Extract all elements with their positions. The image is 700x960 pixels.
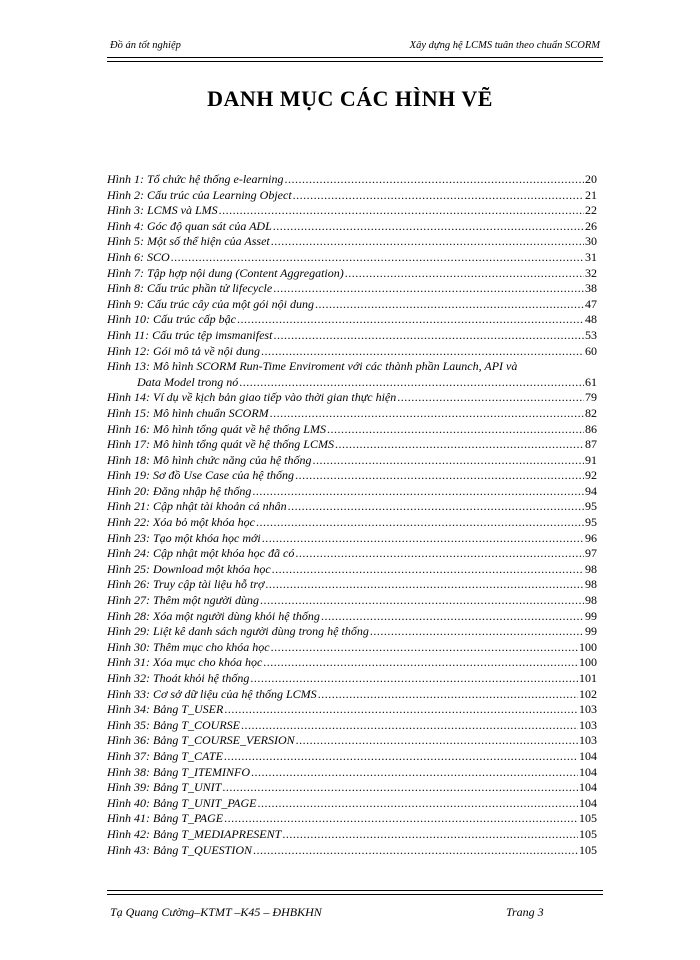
toc-entry-page: 98 [585,561,597,576]
dot-leader [240,718,578,734]
toc-entry-page: 104 [579,748,597,763]
toc-entry [107,344,597,360]
dot-leader [281,827,578,843]
toc-entry [107,780,597,796]
toc-entry-page: 104 [579,780,597,795]
toc-entry [107,687,597,703]
toc-entry [107,843,597,859]
dot-leader [295,733,578,749]
toc-entry [107,250,597,266]
toc-entry [107,281,597,297]
toc-entry [107,749,597,765]
toc-entry [107,609,597,625]
toc-entry [107,593,597,609]
toc-entry-page: 98 [585,593,597,608]
toc-entry [107,234,597,250]
toc-entry-page: 22 [585,203,597,218]
toc-entry [107,312,597,328]
figure-list [107,172,597,858]
toc-entry-label: Hình 7: Tập hợp nội dung (Content Aggregation) [107,265,344,280]
toc-entry-page: 99 [585,624,597,639]
toc-entry-label: Hình 13: Mô hình SCORM Run-Time Enviroment với các thành phần Launch, API và [107,359,518,374]
toc-entry-label: Hình 21: Cập nhật tài khoản cá nhân [107,499,287,514]
toc-entry-label: Hình 16: Mô hình tổng quát về hệ thống LMS [107,421,326,436]
dot-leader [314,297,584,313]
dot-leader [259,593,584,609]
toc-entry-page: 97 [585,546,597,561]
dot-leader [262,655,578,671]
toc-entry-label: Hình 5: Một số thể hiện của Asset [107,234,270,249]
toc-entry-label: Hình 8: Cấu trúc phần tử lifecycle [107,281,273,296]
toc-entry [107,531,597,547]
toc-entry-page: 86 [585,421,597,436]
toc-entry-label: Hình 18: Mô hình chức năng của hệ thống [107,452,312,467]
toc-entry [107,577,597,593]
footer-divider [107,890,603,895]
toc-entry [107,811,597,827]
toc-entry-label: Hình 34: Bảng T_USER [107,702,224,717]
footer-page-number: Trang 3 [506,905,544,919]
toc-entry-label: Hình 39: Bảng T_UNIT [107,780,222,795]
toc-entry-label: Hình 32: Thoát khỏi hệ thống [107,671,250,685]
toc-entry-label: Hình 31: Xóa mục cho khóa học [107,655,263,670]
toc-entry-continuation [107,375,597,391]
toc-entry-page: 104 [579,795,597,810]
toc-entry [107,453,597,469]
dot-leader [334,437,584,453]
toc-entry [107,546,597,562]
toc-entry [107,203,597,219]
toc-entry-label: Hình 25: Download một khóa học [107,561,271,576]
toc-entry-page: 100 [579,655,597,670]
toc-entry-label: Hình 42: Bảng T_MEDIAPRESENT [107,826,282,841]
page-header [110,40,600,56]
dot-leader [312,453,584,469]
toc-entry [107,702,597,718]
toc-entry [107,733,597,749]
toc-entry [107,266,597,282]
toc-entry-page: 60 [585,343,597,358]
toc-entry-label: Hình 35: Bảng T_COURSE [107,717,240,732]
dot-leader [249,671,578,687]
toc-entry-label: Hình 41: Bảng T_PAGE [107,811,224,826]
toc-entry [107,655,597,671]
dot-leader [223,749,578,765]
toc-entry-label: Hình 6: SCO [107,249,170,264]
toc-entry-page: 61 [585,374,597,389]
dot-leader [252,843,578,859]
dot-leader [218,203,584,219]
dot-leader [272,328,584,344]
dot-leader [223,702,578,718]
toc-entry [107,484,597,500]
dot-leader [270,640,578,656]
page-title: DANH MỤC CÁC HÌNH VẼ [207,86,493,111]
toc-entry [107,219,597,235]
toc-entry-page: 103 [579,702,597,717]
toc-entry-page: 48 [585,312,597,327]
toc-entry-page: 87 [585,437,597,452]
toc-entry [107,671,597,687]
toc-entry-page: 21 [585,187,597,202]
footer-author: Tạ Quang Cường–KTMT –K45 – ĐHBKHN [110,905,322,919]
dot-leader [221,780,578,796]
dot-leader [317,687,578,703]
toc-entry-page: 102 [579,686,597,701]
toc-entry-page: 103 [579,733,597,748]
toc-entry-page: 26 [585,218,597,233]
toc-entry-page: 103 [579,717,597,732]
toc-entry-label: Hình 29: Liệt kê danh sách người dùng trong hệ thống [107,624,369,639]
toc-entry-label: Hình 23: Tạo một khóa học mới [107,530,261,545]
toc-entry-page: 91 [585,452,597,467]
dot-leader [264,577,584,593]
toc-entry-label: Hình 26: Truy cập tài liệu hỗ trợ [107,577,265,592]
toc-entry-page: 105 [579,811,597,826]
toc-entry [107,468,597,484]
toc-entry [107,297,597,313]
dot-leader [369,624,584,640]
toc-entry-page: 100 [579,639,597,654]
toc-entry-label-continuation: Data Model trong nó [137,374,239,389]
toc-entry-label: Hình 10: Cấu trúc cấp bậc [107,312,236,327]
toc-entry-page: 30 [585,234,597,249]
toc-entry-page: 38 [585,281,597,296]
toc-entry-label: Hình 27: Thêm một người dùng [107,593,259,608]
toc-entry [107,718,597,734]
toc-entry-page: 53 [585,327,597,342]
header-left-text: Đồ án tốt nghiệp [110,40,181,51]
dot-leader [320,609,584,625]
toc-entry-page: 79 [585,390,597,405]
toc-entry [107,390,597,406]
dot-leader [223,811,578,827]
toc-entry [107,437,597,453]
toc-entry-label: Hình 11: Cấu trúc tệp imsmanifest [107,327,273,342]
dot-leader [294,468,584,484]
toc-entry-label: Hình 38: Bảng T_ITEMINFO [107,764,250,779]
toc-entry-page: 98 [585,577,597,592]
dot-leader [261,531,584,547]
toc-entry-page: 95 [585,499,597,514]
dot-leader [271,562,584,578]
toc-entry-page: 94 [585,483,597,498]
header-right-text: Xây dựng hệ LCMS tuân theo chuẩn SCORM [409,40,600,51]
toc-entry-label: Hình 28: Xóa một người dùng khỏi hệ thống [107,608,320,623]
toc-entry-label: Hình 30: Thêm mục cho khóa học [107,639,270,654]
dot-leader [250,765,578,781]
dot-leader [170,250,584,266]
toc-entry-label: Hình 22: Xóa bỏ một khóa học [107,515,255,530]
dot-leader [292,188,584,204]
dot-leader [396,390,584,406]
dot-leader [270,234,584,250]
toc-entry-label: Hình 1: Tổ chức hệ thống e-learning [107,172,284,186]
toc-entry-label: Hình 19: Sơ đồ Use Case của hệ thống [107,468,295,483]
toc-entry [107,827,597,843]
toc-entry [107,359,597,375]
toc-entry-label: Hình 12: Gói mô tả về nội dung [107,343,260,358]
toc-entry [107,499,597,515]
toc-entry-page: 104 [579,764,597,779]
dot-leader [269,406,584,422]
dot-leader [344,266,584,282]
toc-entry-label: Hình 17: Mô hình tổng quát về hệ thống LCMS [107,437,334,452]
toc-entry-label: Hình 36: Bảng T_COURSE_VERSION [107,733,295,748]
toc-entry [107,515,597,531]
header-divider [107,57,603,62]
toc-entry-label: Hình 2: Cấu trúc của Learning Object [107,187,292,202]
toc-entry-label: Hình 15: Mô hình chuẩn SCORM [107,405,269,420]
toc-entry-page: 105 [579,826,597,841]
dot-leader [272,219,584,235]
toc-entry-label: Hình 3: LCMS và LMS [107,203,218,218]
toc-entry-page: 95 [585,515,597,530]
toc-entry-page: 82 [585,405,597,420]
toc-entry [107,422,597,438]
toc-entry-label: Hình 14: Ví dụ về kịch bản giao tiếp vào thời gian thực hiện [107,390,397,405]
toc-entry-page: 92 [585,468,597,483]
toc-entry-label: Hình 9: Cấu trúc cây của một gói nội dung [107,296,314,311]
toc-entry [107,328,597,344]
toc-entry-page: 105 [579,842,597,857]
toc-entry-page: 20 [585,172,597,186]
dot-leader [238,375,584,391]
toc-entry-page: 32 [585,265,597,280]
toc-entry-page: 96 [585,530,597,545]
toc-entry [107,765,597,781]
dot-leader [287,499,584,515]
dot-leader [251,484,584,500]
dot-leader [294,546,584,562]
toc-entry-label: Hình 24: Cập nhật một khóa học đã có [107,546,295,561]
dot-leader [255,515,584,531]
toc-entry-page: 99 [585,608,597,623]
toc-entry [107,406,597,422]
toc-entry [107,188,597,204]
dot-leader [272,281,584,297]
dot-leader [236,312,584,328]
dot-leader [256,796,578,812]
toc-entry [107,562,597,578]
dot-leader [326,422,584,438]
toc-entry [107,640,597,656]
dot-leader [260,344,584,360]
toc-entry [107,796,597,812]
toc-entry-label: Hình 20: Đăng nhập hệ thống [107,483,252,498]
toc-entry-label: Hình 37: Bảng T_CATE [107,748,223,763]
toc-entry-label: Hình 33: Cơ sở dữ liệu của hệ thống LCMS [107,686,317,701]
toc-entry-label: Hình 43: Bảng T_QUESTION [107,842,253,857]
toc-entry-page: 47 [585,296,597,311]
toc-entry [107,172,597,188]
dot-leader [284,172,584,188]
toc-entry-label: Hình 4: Góc độ quan sát của ADL [107,218,272,233]
toc-entry [107,624,597,640]
toc-entry-label: Hình 40: Bảng T_UNIT_PAGE [107,795,257,810]
toc-entry-page: 101 [579,671,597,685]
toc-entry-page: 31 [585,249,597,264]
